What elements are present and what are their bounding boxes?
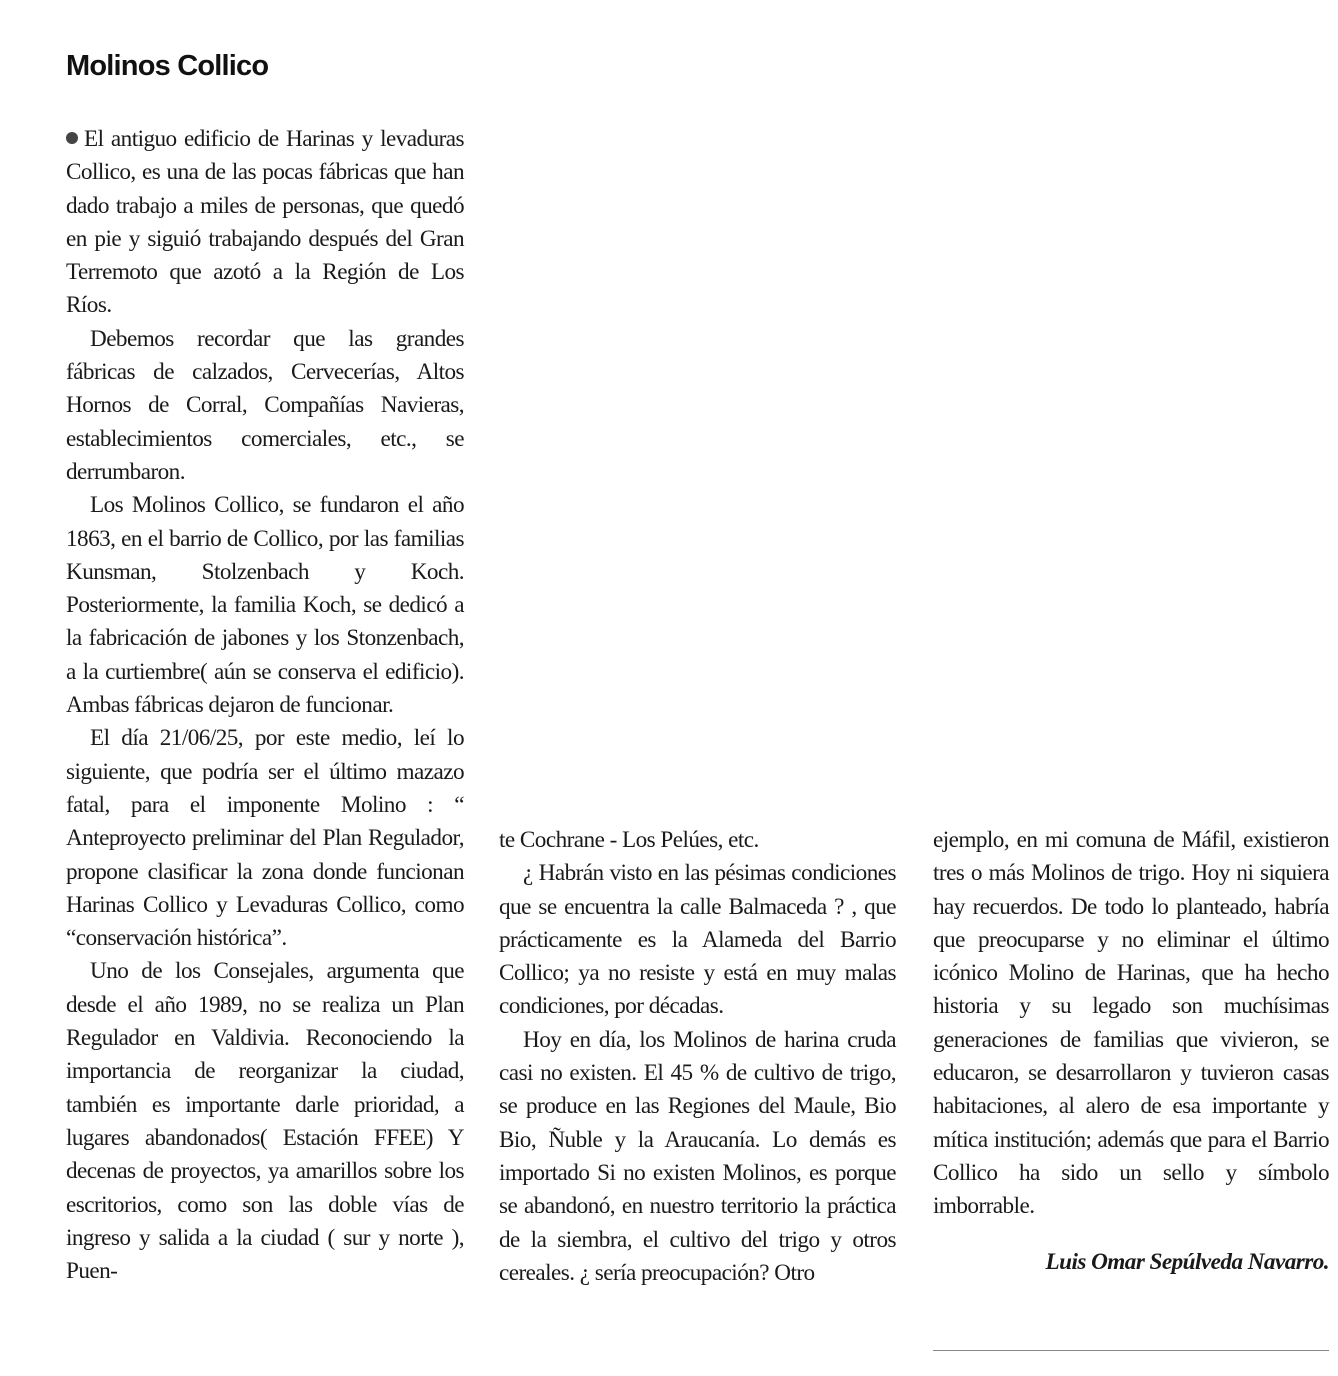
paragraph-text: El antiguo edificio de Harinas y levaduras Collico, es una de las pocas fábricas que han dado trabajo a miles de personas, que quedó en pie y siguió trabajando después del Gran Terremoto que azotó a la Región de Los Ríos. bbox=[66, 126, 464, 319]
article-paragraph: Los Molinos Collico, se fundaron el año 1863, en el barrio de Collico, por las familias Kunsman, Stolzenbach y Koch. Posteriormente, la familia Koch, se dedicó a la fabricación de jabones y los Stonzenbach, a la curtiembre( aún se conserva el edificio). Ambas fábricas dejaron de funcionar. bbox=[66, 492, 464, 719]
article-paragraph: Uno de los Consejales, argumenta que desde el año 1989, no se realiza un Plan Regulador en Valdivia. Reconociendo la importancia de reorganizar la ciudad, también es importante darle prioridad, a lugares abandonados( Estación FFEE) Y decenas de proyectos, ya amarillos sobre los escritorios, como son las doble vías de ingreso y salida a la ciudad ( sur y norte ), Puen- bbox=[66, 958, 464, 1285]
article-paragraph: El día 21/06/25, por este medio, leí lo siguiente, que podría ser el último mazazo fatal, para el imponente Molino : “ Anteproyecto preliminar del Plan Regulador, propone clasificar la zona donde funcionan Harinas Collico y Levaduras Collico, como “conservación histórica”. bbox=[66, 725, 464, 952]
article-paragraph: Debemos recordar que las grandes fábricas de calzados, Cervecerías, Altos Hornos de Corral, Compañías Navieras, establecimientos comerciales, etc., se derrumbaron. bbox=[66, 325, 464, 485]
article-paragraph bbox=[66, 123, 464, 323]
bullet-icon bbox=[66, 132, 78, 144]
article-paragraph-continued: ejemplo, en mi comuna de Máfil, existieron tres o más Molinos de trigo. Hoy ni siquiera hay recuerdos. De todo lo planteado, habría que preocuparse y no eliminar el último icónico Molino de Harinas, que ha hecho historia y su legado son muchísimas generaciones de familias que vivieron, se educaron, se desarrollaron y tuvieron casas habitaciones, al alero de esa importante y mítica institución; además que para el Barrio Collico ha sido un sello y símbolo imborrable. bbox=[933, 827, 1329, 1220]
article-column-1 bbox=[66, 123, 464, 1288]
article-paragraph: ¿ Habrán visto en las pésimas condiciones que se encuentra la calle Balmaceda ? , que prácticamente es la Alameda del Barrio Collico; ya no resiste y está en muy malas condiciones, por décadas. bbox=[499, 860, 896, 1020]
article-paragraph-continued: te Cochrane - Los Pelúes, etc. bbox=[499, 827, 759, 853]
article-title: Molinos Collico bbox=[66, 50, 269, 82]
article-paragraph: Hoy en día, los Molinos de harina cruda casi no existen. El 45 % de cultivo de trigo, se produce en las Regiones del Maule, Bio Bio, Ñuble y la Araucanía. Lo demás es importado Si no existen Molinos, es porque se abandonó, en nuestro territorio la práctica de la siembra, el cultivo del trigo y otros cereales. ¿ sería preocupación? Otro bbox=[499, 1026, 896, 1286]
end-rule bbox=[933, 1350, 1329, 1351]
article-column-3 bbox=[933, 824, 1329, 1279]
article-column-2 bbox=[499, 824, 896, 1290]
author-signature: Luis Omar Sepúlveda Navarro. bbox=[1045, 1248, 1329, 1275]
